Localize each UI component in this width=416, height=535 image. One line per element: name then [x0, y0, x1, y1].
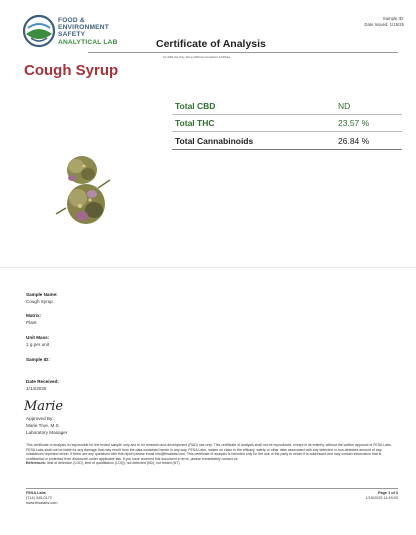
footer-website[interactable]: www.fesalabs.com: [26, 501, 58, 505]
product-name: Cough Syrup: [24, 62, 119, 79]
sample-name-label: Sample Name:: [26, 292, 58, 297]
signature: Marie: [24, 399, 64, 414]
page-number: Page 1 of 3: [377, 491, 398, 495]
footer-timestamp: 1/15/2025 11:49:03: [365, 496, 398, 500]
globe-logo-icon: [22, 14, 56, 48]
product-photo: [52, 148, 116, 230]
unit-mass-value: 1 g per unit: [26, 342, 49, 347]
sample-name-value: Cough Syrup: [26, 299, 53, 304]
result-label: Total Cannabinoids: [175, 136, 254, 146]
footer-divider: [26, 488, 398, 489]
footer-lab-name: FESA Labs: [26, 491, 46, 495]
result-value: 23.57 %: [338, 118, 370, 128]
references: [26, 461, 398, 466]
footer-right: [366, 491, 398, 501]
cannabis-flower-image: [52, 148, 116, 230]
section-divider: [0, 267, 416, 268]
header-divider: [88, 52, 398, 53]
logo-line: ANALYTICAL LAB: [58, 38, 118, 46]
footer-phone: (714) 340-0172: [26, 496, 52, 500]
logo-line: FOOD &: [58, 17, 85, 24]
compliance-note: For R&D Use Only. Not a California Compliance Certificate: [163, 56, 231, 59]
results-bottom-rule: [172, 149, 402, 150]
disclaimer-text: This certificate of analysis is responsible for the tested sample only and is for research and development (R&D) use only. This certificate of analysis shall not be reproduced, except in its entirety, without the written approval of FESA Labs. FESA Labs shall not be liable for any damage that may result from the data contained herein in any way. FESA Labs, makes no claim to the efficacy, safety or other risks associated with any detected or non-detected amount of any substances reported herein. If there are any questions with this report please email info@fesalabs.com. This certificate of analysis is intended only for the use of the party to whom it is addressed and may contain information that is confidential or protected from disclosure under applicable law. If you have received this document in error, please immediately contact us.: [26, 443, 392, 461]
result-row-total: [172, 132, 402, 149]
date-issued: Date Issued: 1/15/25: [364, 22, 404, 27]
matrix-label: Matrix:: [26, 313, 42, 318]
references-label: References:: [26, 461, 47, 466]
approver-title: Laboratory Manager: [26, 430, 68, 435]
disclaimer: [26, 443, 398, 466]
result-value: 26.84 %: [338, 136, 370, 146]
logo-line: ENVIRONMENT: [58, 24, 109, 32]
date-received-label: Date Received:: [26, 379, 59, 384]
footer-left: [26, 491, 57, 506]
result-row-cbd: [172, 97, 402, 115]
result-label: Total CBD: [175, 101, 216, 111]
result-label: Total THC: [175, 118, 215, 128]
unit-mass-label: Unit Mass:: [26, 335, 50, 340]
references-text: limit of detection (LOD), limit of quantitation (LOQ), not detected (ND), not tested (NT): [47, 461, 180, 466]
matrix-value: Plant: [26, 320, 37, 325]
sample-id-header: Sample ID:: [382, 16, 404, 21]
result-row-thc: [172, 114, 402, 132]
sample-id-label: Sample ID:: [26, 357, 50, 362]
result-value: ND: [338, 101, 351, 111]
sample-meta: [364, 16, 404, 28]
date-received-value: 1/14/2025: [26, 386, 47, 391]
logo-line: SAFETY: [58, 31, 86, 39]
approved-by-label: Approved By:: [26, 416, 54, 421]
lab-logo-text: [58, 17, 118, 46]
lab-logo: [22, 14, 56, 48]
approver-name: Marie True, M.S.: [26, 423, 60, 428]
document-title: Certificate of Analysis: [156, 38, 266, 50]
